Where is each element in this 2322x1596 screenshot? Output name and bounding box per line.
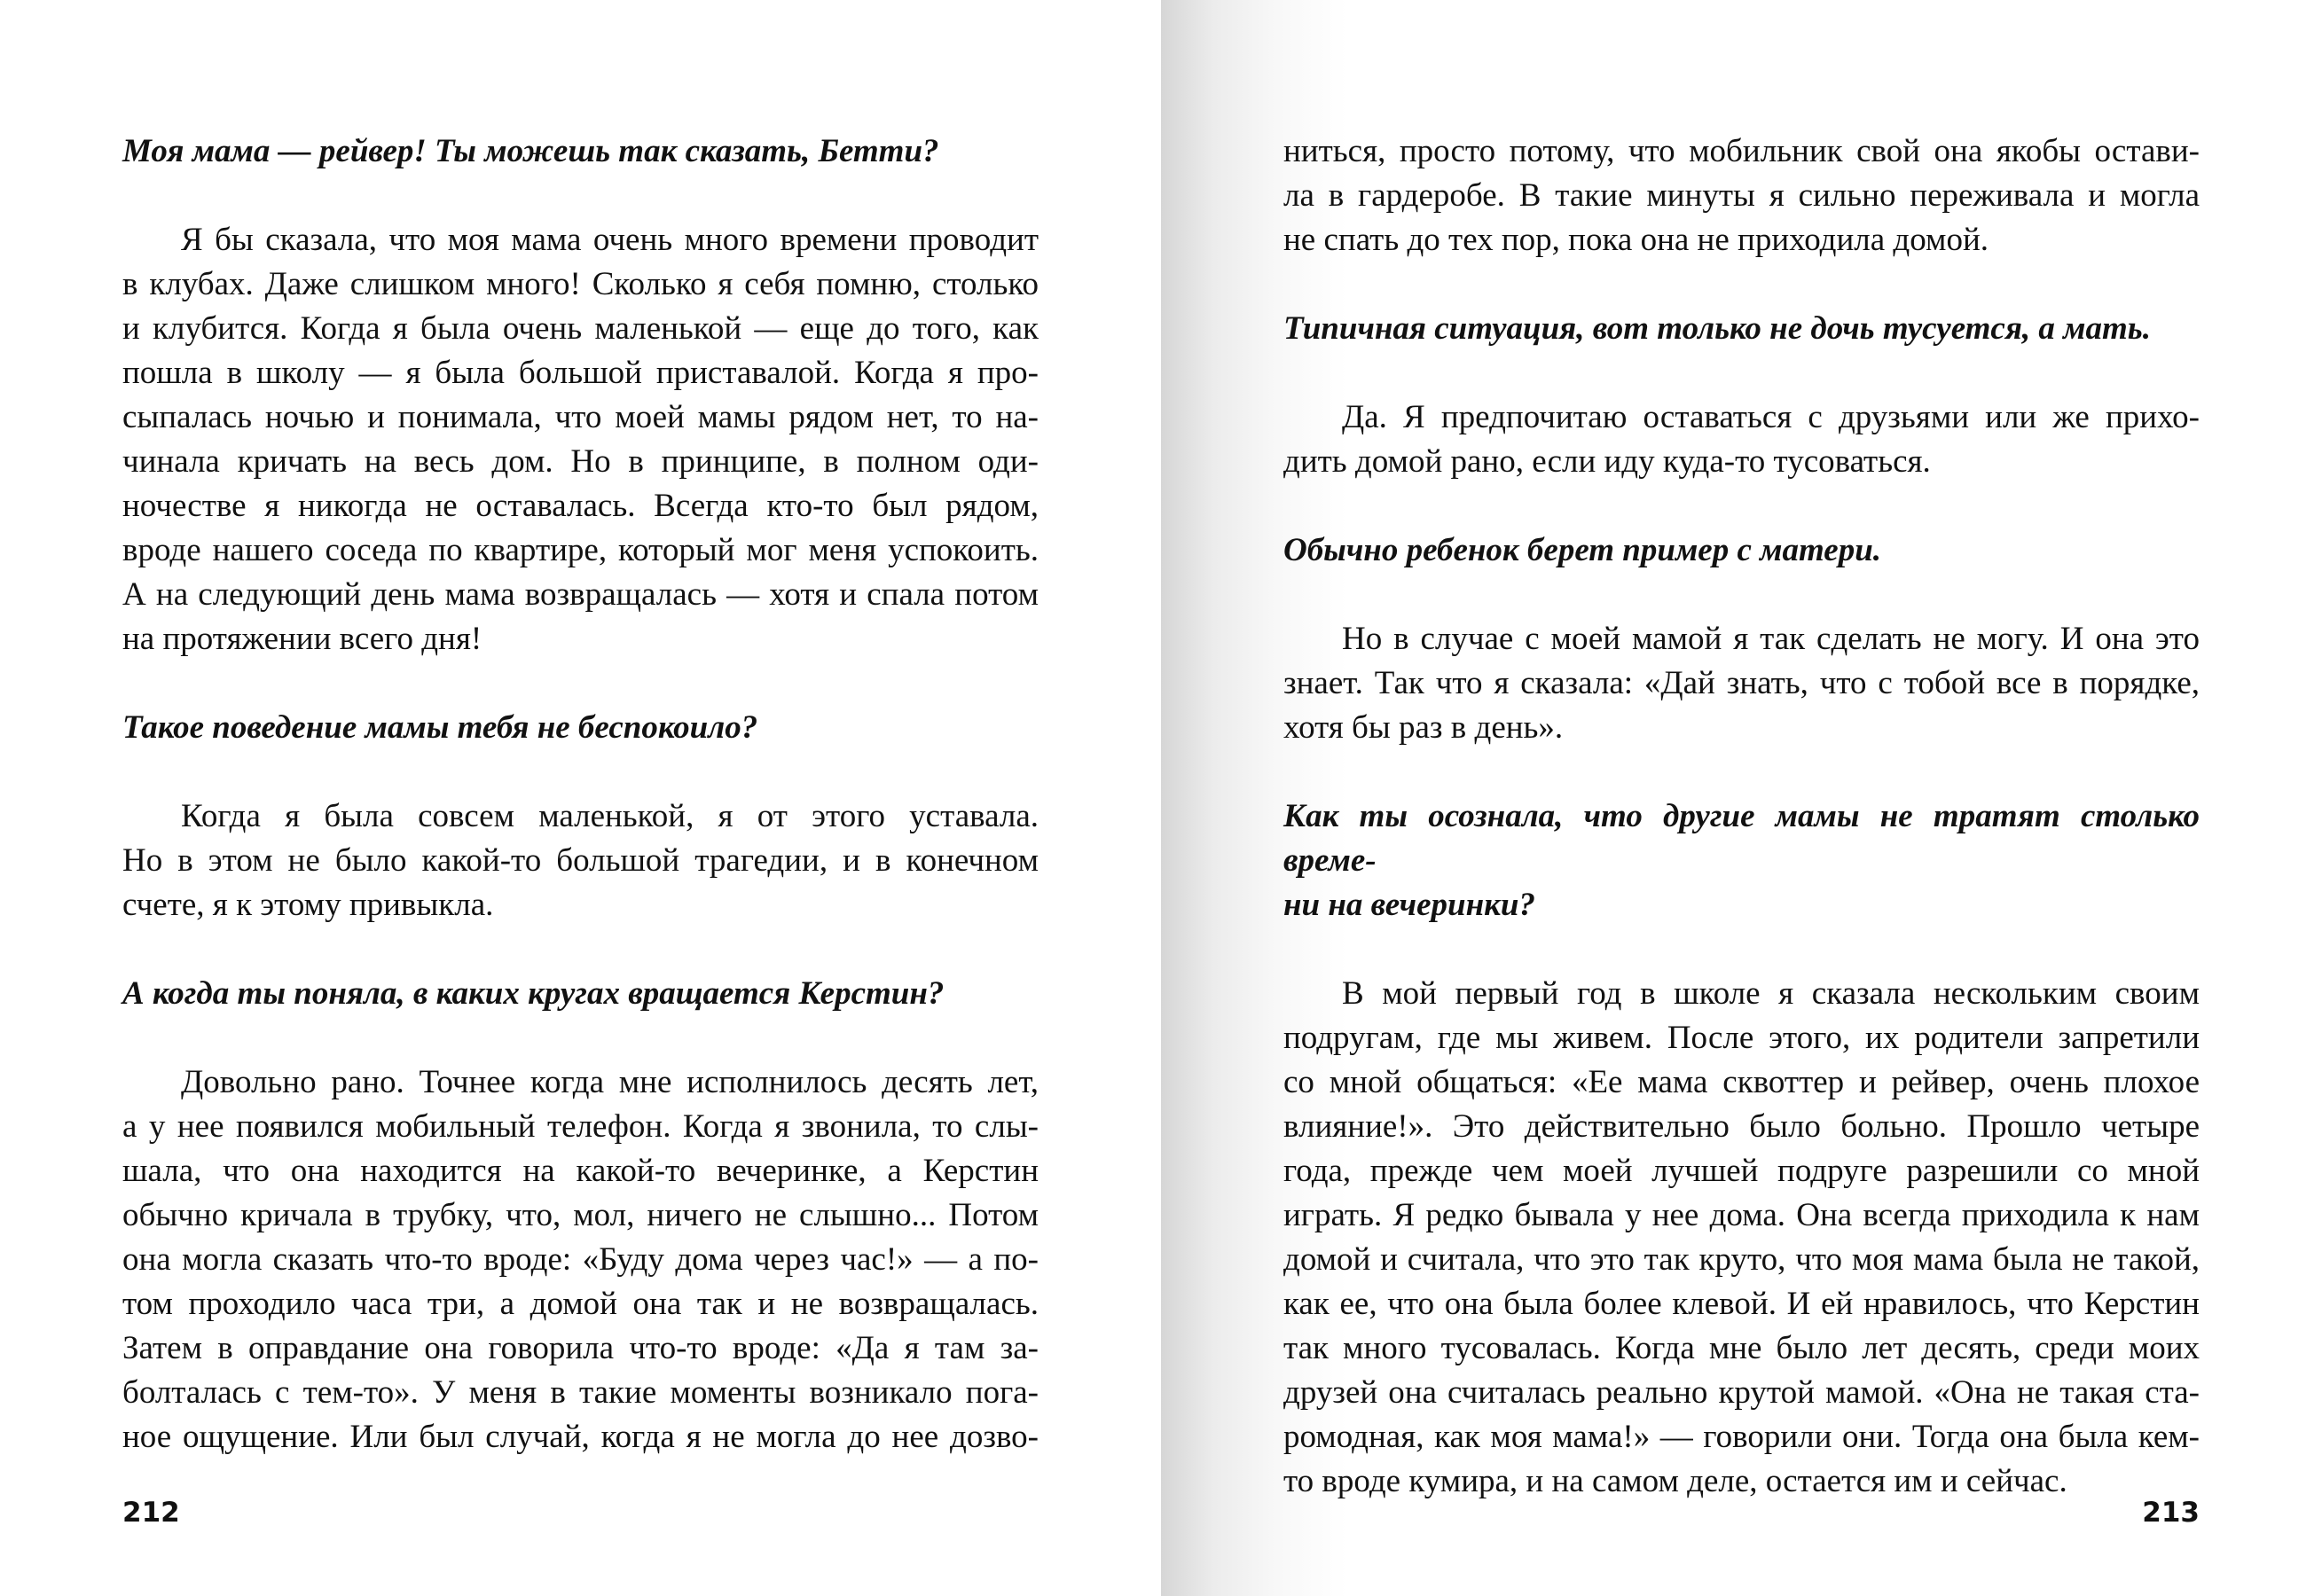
interview-answer [1283,395,2200,484]
answer-line: года, прежде чем моей лучшей подруге разрешили со мной [1283,1153,2200,1189]
answer-line: играть. Я редко бывала у нее дома. Она всегда приходила к нам [1283,1197,2200,1233]
answer-line: подругам, где мы живем. После этого, их родители запретили [1283,1020,2200,1056]
interview-answer [122,1060,1039,1459]
question-line: Типичная ситуация, вот только не дочь тусуется, а мать. [1283,310,2151,347]
answer-line: Когда я была совсем маленькой, я от этого уставала. [181,798,1039,834]
answer-line: так много тусовалась. Когда мне было лет десять, среди моих [1283,1330,2200,1366]
answer-line: ниться, просто потому, что мобильник свой она якобы остави- [1283,133,2200,169]
answer-line: пошла в школу — я была большой приставалой. Когда я про- [122,355,1039,391]
question-line: Как ты осознала, что другие мамы не тратят столько време- [1283,798,2200,879]
answer-line: Я бы сказала, что моя мама очень много времени проводит [181,222,1039,258]
answer-line: ла в гардеробе. В такие минуты я сильно переживала и могла [1283,177,2200,214]
answer-line: не спать до тех пор, пока она не приходила домой. [1283,222,1989,258]
question-line: Обычно ребенок берет пример с матери. [1283,532,1882,568]
page-number: 213 [2142,1497,2200,1529]
answer-line: чинала кричать на весь дом. Но в принципе, в полном оди- [122,443,1039,480]
interview-question [1283,307,2200,351]
answer-line: Затем в оправдание она говорила что-то вроде: «Да я там за- [122,1330,1039,1366]
answer-line: том проходило часа три, а домой она так и не возвращалась. [122,1286,1039,1322]
answer-line: дить домой рано, если иду куда-то тусоваться. [1283,443,1931,480]
answer-line: домой и считала, что это так круто, что моя мама была не такой, [1283,1241,2200,1278]
answer-line: Довольно рано. Точнее когда мне исполнилось десять лет, [181,1064,1039,1100]
answer-line: Но в случае с моей мамой я так сделать не могу. И она это [1342,621,2200,657]
answer-line: обычно кричала в трубку, что, мол, ничего не слышно... Потом [122,1197,1039,1233]
interview-answer [122,218,1039,661]
interview-question [122,706,1039,750]
answer-line: В мой первый год в школе я сказала нескольким своим [1342,975,2200,1012]
answer-line: хотя бы раз в день». [1283,709,1564,746]
answer-line: ромодная, как моя мама!» — говорили они. Тогда она была кем- [1283,1419,2200,1455]
answer-line: А на следующий день мама возвращалась — хотя и спала потом [122,576,1039,613]
left-text-column [122,129,1039,1459]
right-page [1161,0,2322,1596]
answer-line: сыпалась ночью и понимала, что моей мамы рядом нет, то на- [122,399,1039,435]
answer-line: на протяжении всего дня! [122,621,482,657]
answer-line: ное ощущение. Или был случай, когда я не могла до нее дозво- [122,1419,1039,1455]
page-number: 212 [122,1497,180,1529]
answer-line: шала, что она находится на какой-то вечеринке, а Керстин [122,1153,1039,1189]
interview-answer [1283,972,2200,1504]
answer-line: со мной общаться: «Ее мама сквоттер и рейвер, очень плохое [1283,1064,2200,1100]
answer-line: ночестве я никогда не оставалась. Всегда кто-то был рядом, [122,488,1039,524]
answer-continuation [1283,129,2200,262]
answer-line: Но в этом не было какой-то большой трагедии, и в конечном [122,842,1039,879]
answer-line: знает. Так что я сказала: «Дай знать, что с тобой все в порядке, [1283,665,2200,701]
interview-question [122,972,1039,1016]
answer-line: в клубах. Даже слишком много! Сколько я себя помню, столько [122,266,1039,302]
question-line: ни на вечеринки? [1283,887,1535,923]
answer-line: и клубится. Когда я была очень маленькой — еще до того, как [122,310,1039,347]
question-line: Такое поведение мамы тебя не беспокоило? [122,709,758,746]
question-line: А когда ты поняла, в каких кругах вращается Керстин? [122,975,945,1012]
right-text-column [1283,129,2200,1504]
interview-answer [1283,617,2200,750]
answer-line: влияние!». Это действительно было больно. Прошло четыре [1283,1108,2200,1145]
interview-answer [122,794,1039,927]
interview-question [1283,794,2200,927]
answer-line: она могла сказать что-то вроде: «Буду дома через час!» — а по- [122,1241,1039,1278]
answer-line: то вроде кумира, и на самом деле, остается им и сейчас. [1283,1463,2067,1499]
answer-line: как ее, что она была более клевой. И ей нравилось, что Керстин [1283,1286,2200,1322]
answer-line: счете, я к этому привыкла. [122,887,494,923]
answer-line: Да. Я предпочитаю оставаться с друзьями или же прихо- [1342,399,2200,435]
answer-line: а у нее появился мобильный телефон. Когда я звонила, то слы- [122,1108,1039,1145]
question-line: Моя мама — рейвер! Ты можешь так сказать, Бетти? [122,133,939,169]
answer-line: болталась с тем-то». У меня в такие моменты возникало пога- [122,1374,1039,1411]
interview-question [1283,528,2200,573]
interview-question [122,129,1039,174]
answer-line: вроде нашего соседа по квартире, который мог меня успокоить. [122,532,1039,568]
answer-line: друзей она считалась реально крутой мамой. «Она не такая ста- [1283,1374,2200,1411]
